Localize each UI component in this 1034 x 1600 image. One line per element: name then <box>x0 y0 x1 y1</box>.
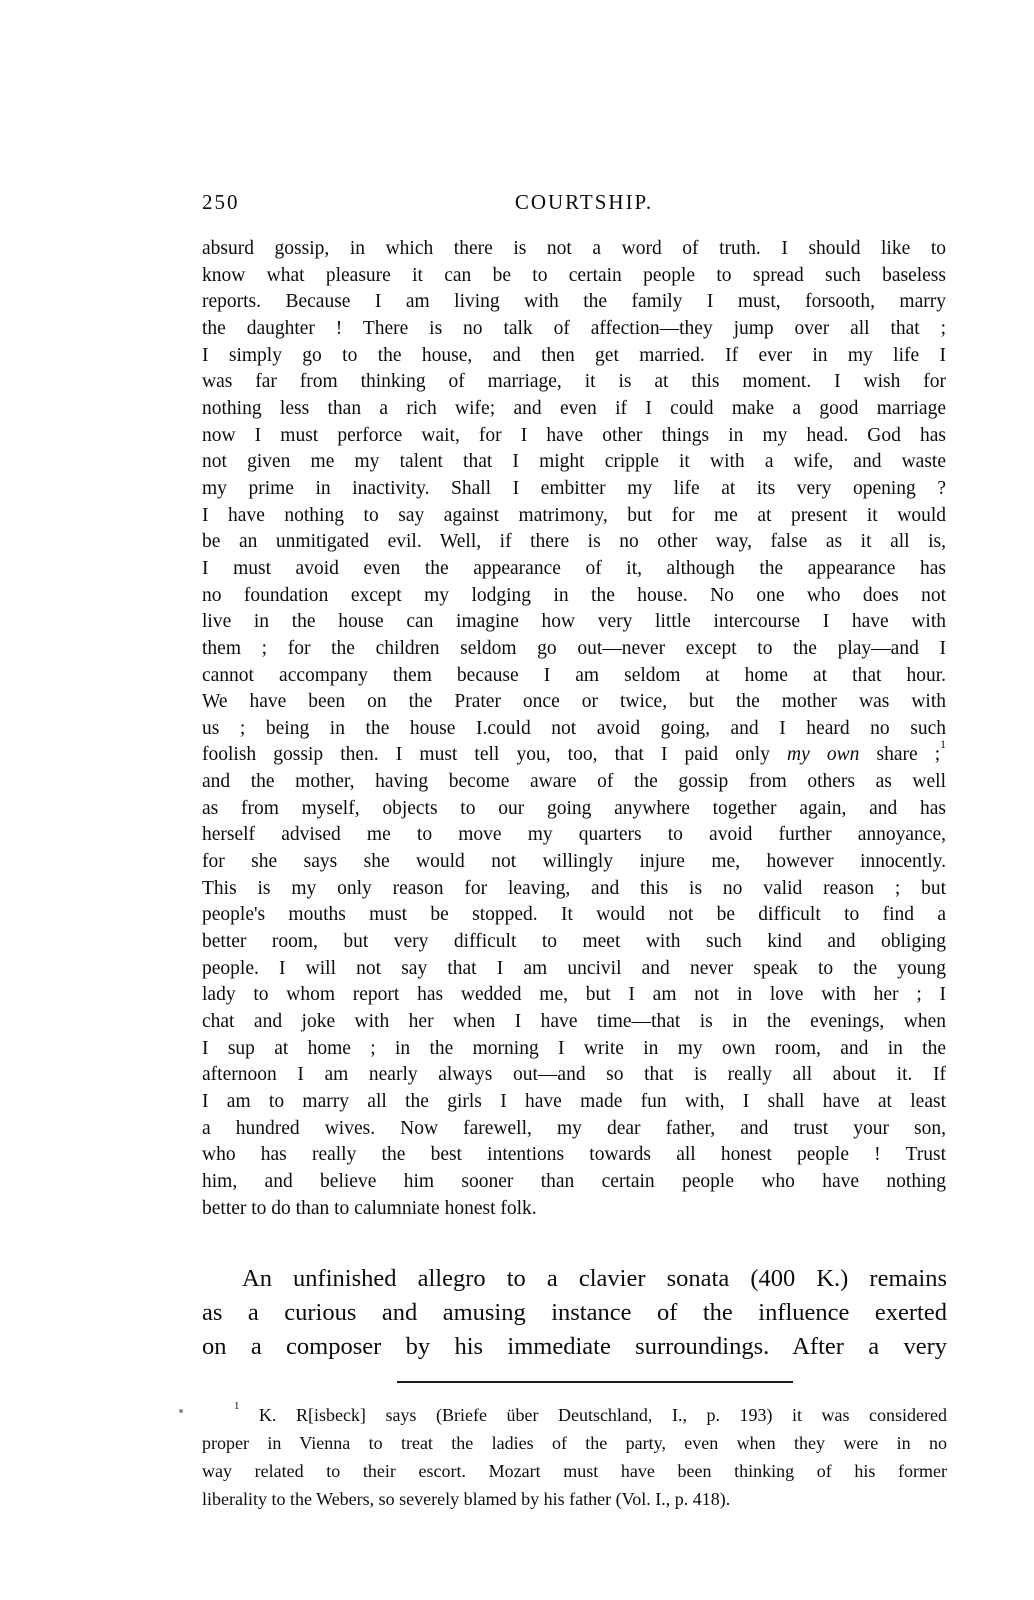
letter-line: chat and joke with her when I have time—that is in the evenings, when <box>202 1011 946 1033</box>
footnote-line-text: K. R[isbeck] says (Briefe über Deutschland, I., p. 193) it was considered <box>239 1405 947 1425</box>
letter-line: herself advised me to move my quarters to avoid further annoyance, <box>202 824 946 846</box>
footnote-line: proper in Vienna to treat the ladies of the party, even when they were in no <box>202 1433 947 1453</box>
letter-line: I have nothing to say against matrimony, but for me at present it would <box>202 504 946 526</box>
scan-speck <box>179 1409 183 1413</box>
letter-line: be an unmitigated evil. Well, if there is no other way, false as it all is, <box>202 531 946 553</box>
letter-line: reports. Because I am living with the family I must, forsooth, marry <box>202 291 946 313</box>
letter-line: We have been on the Prater once or twice, but the mother was with <box>202 691 946 713</box>
letter-line: who has really the best intentions towards all honest people ! Trust <box>202 1144 946 1166</box>
letter-line: absurd gossip, in which there is not a word of truth. I should like to <box>202 238 946 259</box>
italic-phrase: my own <box>787 744 860 766</box>
footnote-reference: 1 <box>940 737 946 751</box>
letter-line: afternoon I am nearly always out—and so that is really all about it. If <box>202 1064 946 1086</box>
letter-paragraph <box>202 236 946 1222</box>
footnote-divider <box>397 1381 793 1383</box>
letter-line: people. I will not say that I am uncivil and never speak to the young <box>202 957 946 979</box>
letter-line: know what pleasure it can be to certain people to spread such baseless <box>202 264 946 286</box>
letter-line: cannot accompany them because I am seldom at home at that hour. <box>202 664 946 686</box>
letter-line: lady to whom report has wedded me, but I am not in love with her ; I <box>202 984 946 1006</box>
letter-line: I must avoid even the appearance of it, although the appearance has <box>202 557 946 579</box>
letter-line: not given me my talent that I might cripple it with a wife, and waste <box>202 451 946 473</box>
page-header <box>202 190 946 216</box>
letter-line: us ; being in the house I.could not avoid going, and I heard no such <box>202 717 946 739</box>
letter-line: no foundation except my lodging in the house. No one who does not <box>202 584 946 606</box>
letter-line: them ; for the children seldom go out—never except to the play—and I <box>202 637 946 659</box>
body-paragraph <box>202 1262 947 1364</box>
running-header: COURTSHIP. <box>514 190 654 214</box>
letter-line: now I must perforce wait, for I have other things in my head. God has <box>202 424 946 446</box>
letter-line: This is my only reason for leaving, and this is no valid reason ; but <box>202 877 946 899</box>
letter-line: a hundred wives. Now farewell, my dear father, and trust your son, <box>202 1117 946 1139</box>
letter-line: people's mouths must be stopped. It would not be difficult to find a <box>202 904 946 926</box>
letter-line: better to do than to calumniate honest folk. <box>202 1197 537 1219</box>
letter-line-text: foolish gossip then. I must tell you, too, that I paid only <box>202 744 788 766</box>
body-line: as a curious and amusing instance of the influence exerted <box>202 1299 947 1326</box>
letter-line: better room, but very difficult to meet with such kind and obliging <box>202 931 946 953</box>
letter-line: him, and believe him sooner than certain people who have nothing <box>202 1170 946 1192</box>
letter-line: my prime in inactivity. Shall I embitter my life at its very opening ? <box>202 477 946 499</box>
footnote <box>202 1401 947 1513</box>
footnote-number: 1 <box>234 1400 240 1413</box>
body-line: on a composer by his immediate surroundings. After a very <box>202 1333 947 1360</box>
page-number: 250 <box>202 190 240 214</box>
letter-line: as from myself, objects to our going anywhere together again, and has <box>202 797 946 819</box>
letter-line: I simply go to the house, and then get married. If ever in my life I <box>202 344 946 366</box>
footnote-line: way related to their escort. Mozart must have been thinking of his former <box>202 1461 947 1481</box>
footnote-line <box>202 1401 947 1429</box>
letter-line: and the mother, having become aware of the gossip from others as well <box>202 771 946 793</box>
letter-line: for she says she would not willingly injure me, however innocently. <box>202 851 946 873</box>
letter-line: live in the house can imagine how very little intercourse I have with <box>202 611 946 633</box>
footnote-line: liberality to the Webers, so severely blamed by his father (Vol. I., p. 418). <box>202 1489 731 1509</box>
letter-line: I sup at home ; in the morning I write in my own room, and in the <box>202 1037 946 1059</box>
letter-line: the daughter ! There is no talk of affection—they jump over all that ; <box>202 317 946 339</box>
letter-line <box>202 737 946 769</box>
body-line: An unfinished allegro to a clavier sonata (400 K.) remains <box>242 1265 947 1292</box>
letter-line-text: share ; <box>859 744 941 766</box>
letter-line: nothing less than a rich wife; and even if I could make a good marriage <box>202 397 946 419</box>
letter-line: I am to marry all the girls I have made fun with, I shall have at least <box>202 1091 946 1112</box>
letter-line: was far from thinking of marriage, it is at this moment. I wish for <box>202 371 946 393</box>
